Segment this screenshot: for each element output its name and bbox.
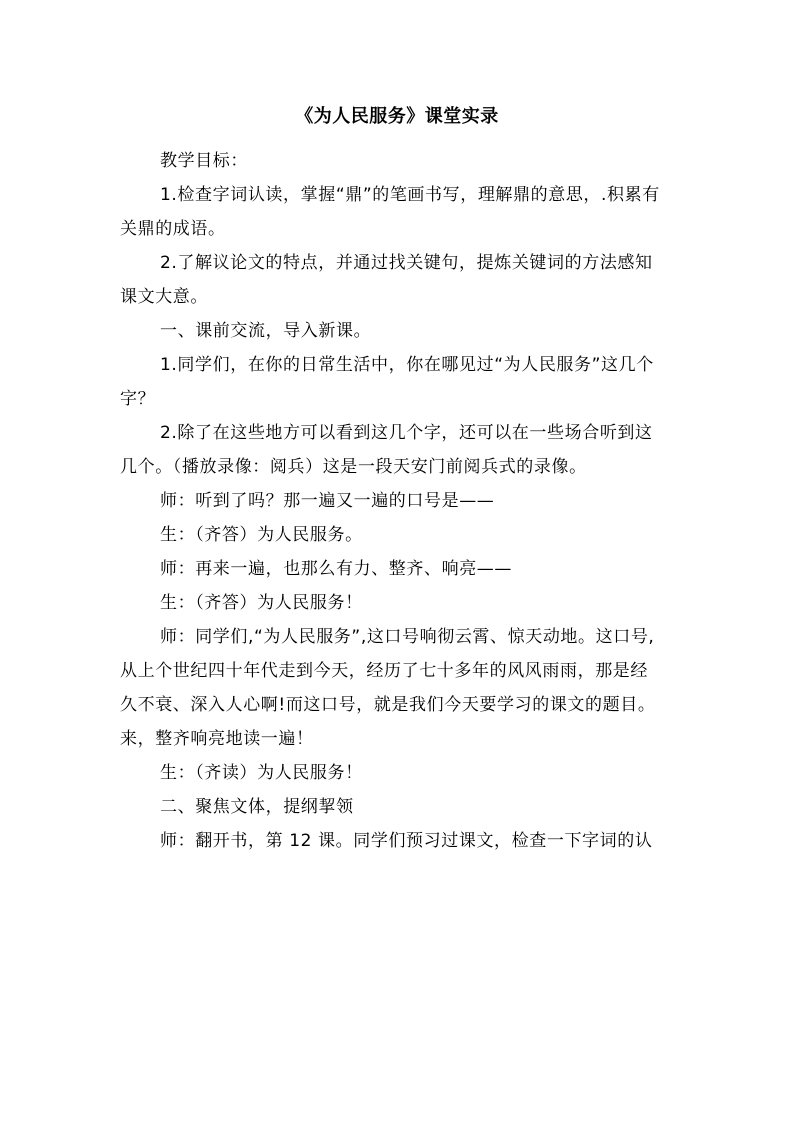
text-line: 师：翻开书，第 12 课。同学们预习过课文，检查一下字词的认 (160, 831, 653, 851)
text-line: 生：（齐答）为人民服务！ (160, 593, 363, 613)
text-line: 2.除了在这些地方可以看到这几个字，还可以在一些场合听到这 (160, 423, 653, 443)
text-line: 一、课前交流，导入新课。 (160, 321, 372, 341)
text-line: 师：再来一遍，也那么有力、整齐、响亮—— (160, 559, 512, 579)
text-line: 1.同学们，在你的日常生活中，你在哪见过“为人民服务”这几个 (160, 355, 654, 375)
text-line: 师：听到了吗？那一遍又一遍的口号是—— (160, 491, 495, 511)
text-line: 课文大意。 (120, 287, 208, 307)
text-line: 字？ (120, 389, 156, 409)
text-line: 从上个世纪四十年代走到今天，经历了七十多年的风风雨雨，那是经 (120, 661, 648, 681)
text-line: 几个。（播放录像：阅兵）这是一段天安门前阅兵式的录像。 (120, 457, 587, 477)
document-body (120, 144, 680, 858)
text-line: 教学目标： (160, 151, 248, 171)
document-title: 《为人民服务》课堂实录 (295, 106, 499, 127)
text-line: 生：（齐读）为人民服务！ (160, 763, 363, 783)
text-line: 关鼎的成语。 (120, 219, 226, 239)
text-line: 久不衰、深入人心啊!而这口号，就是我们今天要学习的课文的题目。 (120, 695, 656, 715)
text-line: 2.了解议论文的特点，并通过找关键句，提炼关键词的方法感知 (160, 253, 653, 273)
text-line: 1.检查字词认读，掌握“鼎”的笔画书写，理解鼎的意思，.积累有 (160, 185, 660, 205)
text-line: 生：（齐答）为人民服务。 (160, 525, 363, 545)
text-line: 二、聚焦文体，提纲挈领 (160, 797, 354, 817)
text-line: 师：同学们,“为人民服务”,这口号响彻云霄、惊天动地。这口号, (160, 627, 655, 647)
text-line: 来，整齐响亮地读一遍！ (120, 729, 314, 749)
